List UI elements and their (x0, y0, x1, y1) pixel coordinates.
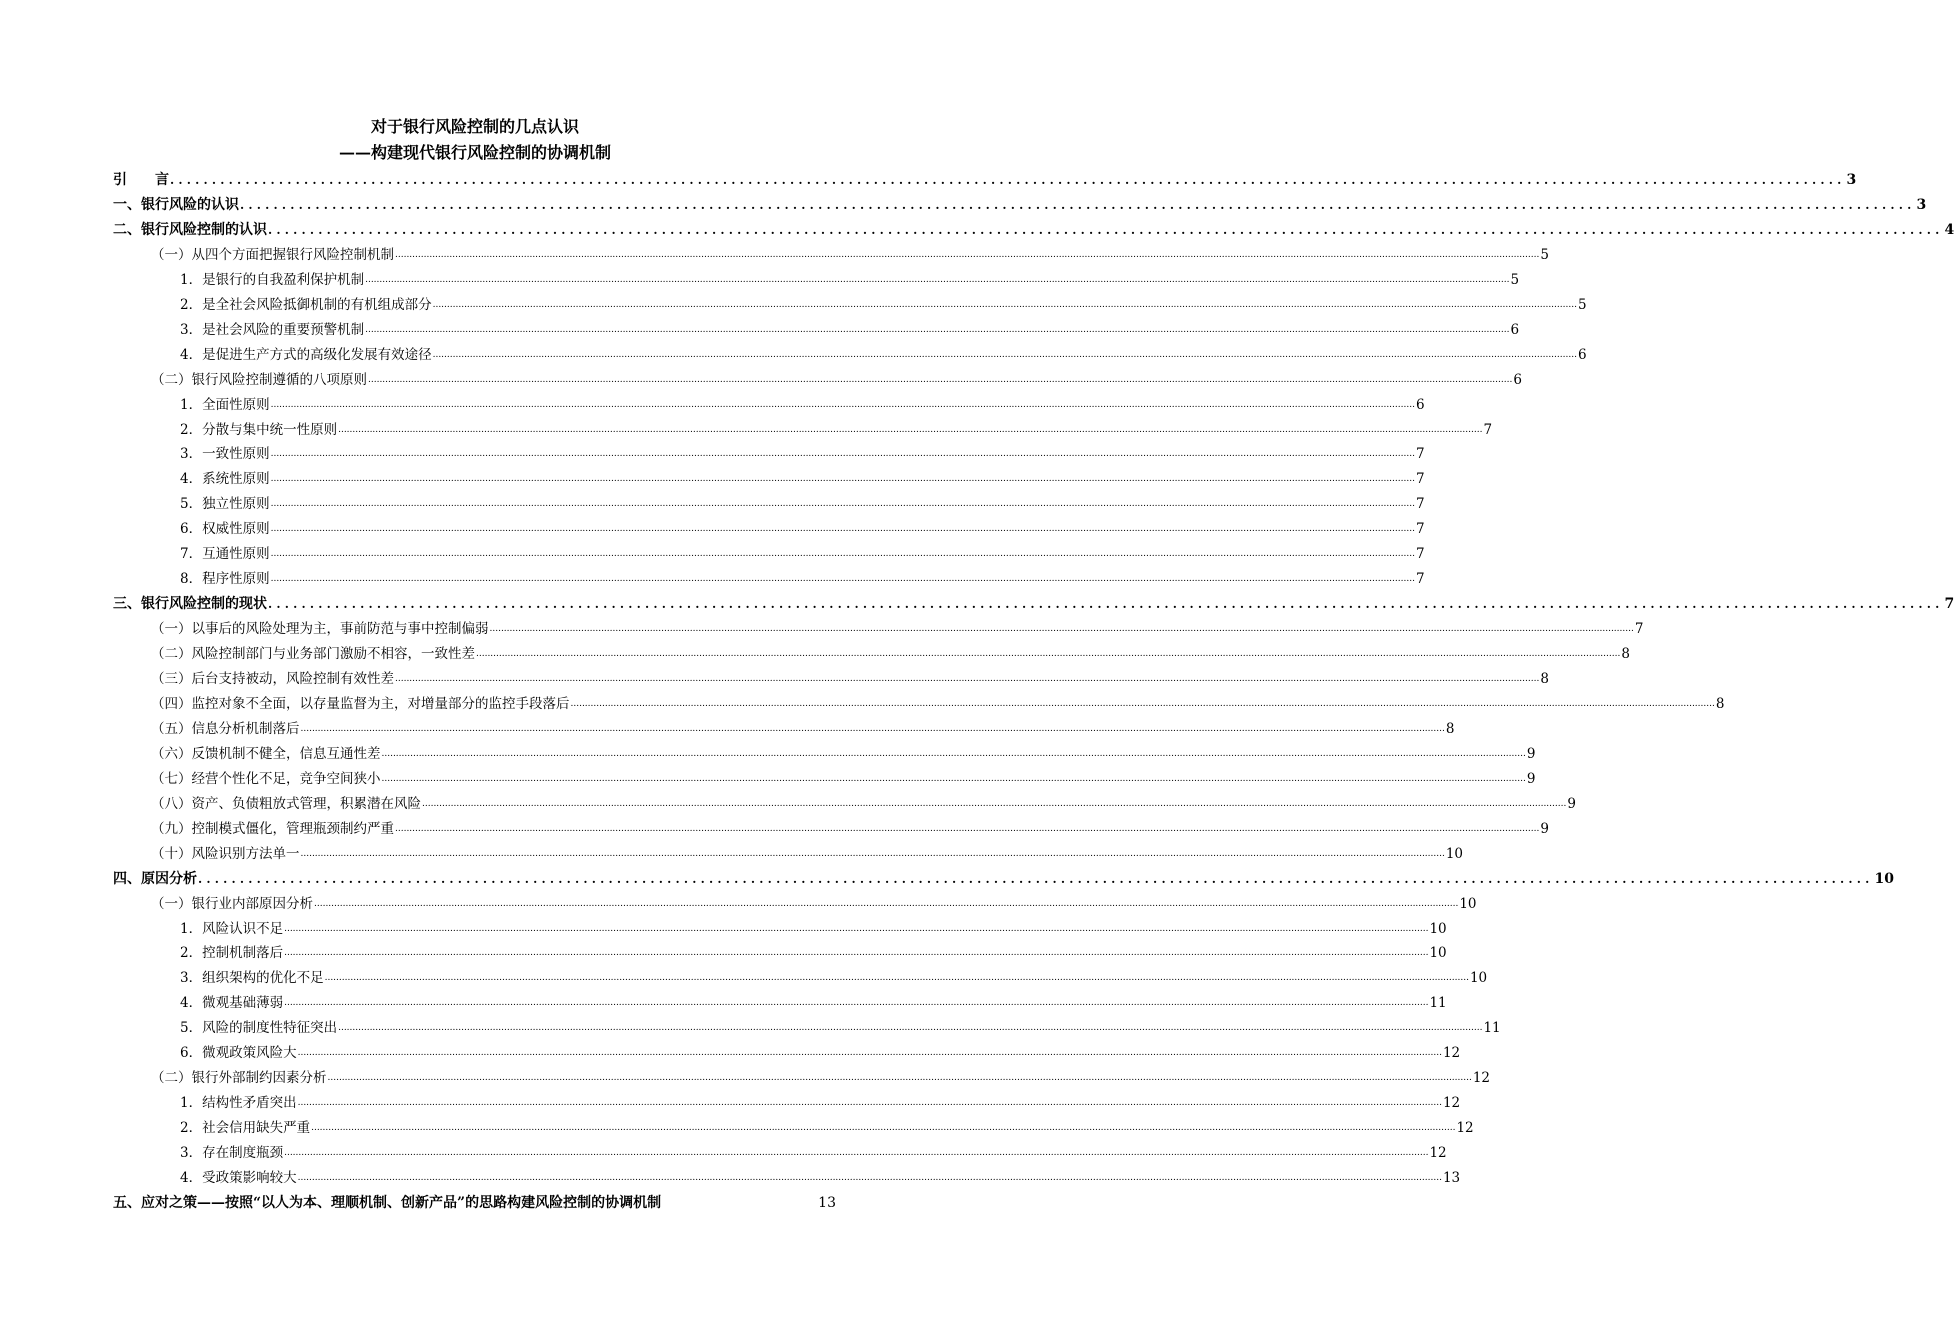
toc-entry-text: 1．是银行的自我盈利保护机制 (180, 271, 365, 288)
toc-entry-text: 三、银行风险控制的现状 (113, 596, 267, 613)
toc-dot-leader: ................................................................................................................................................................................................................................................................................................................................................................................................................ (300, 723, 1445, 734)
document-subtitle: ——构建现代银行风险控制的协调机制 (338, 143, 611, 162)
toc-page-number: 10 (1459, 895, 1477, 912)
toc-page-number: 12 (1442, 1095, 1461, 1112)
toc-entry[interactable] (151, 741, 1536, 763)
toc-dot-leader: ........................................................................................................................................................................................................ (198, 871, 1874, 886)
toc-entry[interactable] (151, 716, 1455, 738)
toc-entry-text: 8．程序性原则 (180, 571, 270, 588)
toc-entry[interactable] (180, 1090, 1461, 1112)
toc-entry[interactable] (180, 491, 1425, 513)
toc-page-number: 3 (1846, 172, 1857, 188)
toc-page-number: 10 (1429, 920, 1447, 937)
toc-entry[interactable] (113, 591, 1954, 613)
toc-entry-text: 5．独立性原则 (180, 496, 270, 513)
toc-dot-leader: ................................................................................................................................................................................................................................................................................................................................................................................................................ (324, 973, 1469, 984)
toc-dot-leader: ................................................................................................................................................................................................................................................................................................................................................................................................................ (284, 923, 1429, 934)
toc-entry[interactable] (180, 441, 1425, 463)
toc-page-number: 7 (1415, 521, 1425, 538)
toc-entry-text: 2．控制机制落后 (180, 945, 284, 962)
toc-dot-leader: ................................................................................................................................................................................................................................................................................................................................................................................................................ (284, 948, 1429, 959)
toc-page-number: 9 (1567, 795, 1576, 812)
toc-entry[interactable] (180, 466, 1425, 488)
toc-entry[interactable] (180, 342, 1587, 364)
toc-entry-text: （三）后台支持被动，风险控制有效性差 (151, 671, 394, 687)
toc-dot-leader: ................................................................................................................................................................................................................................................................................................................................................................................................................ (476, 649, 1621, 660)
toc-dot-leader: ................................................................................................................................................................................................................................................................................................................................................................................................................ (432, 299, 1577, 310)
toc-entry-text: 4．受政策影响较大 (180, 1170, 297, 1186)
toc-entry-text: （九）控制模式僵化，管理瓶颈制约严重 (151, 820, 394, 837)
toc-page-number: 13 (818, 1194, 836, 1211)
toc-entry[interactable] (180, 1115, 1474, 1137)
toc-entry-text: 3．是社会风险的重要预警机制 (180, 321, 365, 338)
toc-entry-text: 4．是促进生产方式的高级化发展有效途径 (180, 346, 432, 363)
toc-page-number: 12 (1429, 1145, 1447, 1162)
toc-dot-leader: ................................................................................................................................................................................................................................................................................................................................................................................................................ (327, 1073, 1472, 1084)
toc-dot-leader: ........................................................................................................................................................................................................ (170, 173, 1846, 187)
toc-page-number: 7 (1944, 596, 1954, 613)
toc-entry-text: （七）经营个性化不足，竞争空间狭小 (151, 770, 381, 787)
toc-page-number: 6 (1510, 321, 1520, 338)
toc-entry[interactable] (180, 990, 1447, 1012)
toc-entry-text: 五、应对之策——按照“以人为本、理顺机制、创新产品”的思路构建风险控制的协调机制 (113, 1194, 662, 1211)
toc-page-number: 13 (1442, 1170, 1461, 1186)
toc-entry-text: 1．风险认识不足 (180, 920, 284, 937)
toc-page-number: 10 (1445, 845, 1464, 862)
toc-page-number: 8 (1445, 720, 1455, 737)
toc-dot-leader: ................................................................................................................................................................................................................................................................................................................................................................................................................ (422, 798, 1567, 809)
toc-entry[interactable] (151, 1065, 1491, 1087)
toc-entry-text: （十）风险识别方法单一 (151, 845, 300, 862)
toc-entry-text: 3．一致性原则 (180, 446, 270, 463)
toc-dot-leader: ................................................................................................................................................................................................................................................................................................................................................................................................................ (311, 1123, 1456, 1134)
toc-page-number: 4 (1944, 221, 1954, 238)
toc-dot-leader: ................................................................................................................................................................................................................................................................................................................................................................................................................ (300, 848, 1445, 859)
toc-entry[interactable] (180, 292, 1587, 314)
toc-page-number: 11 (1483, 1020, 1501, 1037)
toc-entry[interactable] (151, 641, 1630, 663)
toc-entry-text: 4．微观基础薄弱 (180, 995, 284, 1012)
toc-page-number: 7 (1415, 496, 1425, 513)
toc-dot-leader: ................................................................................................................................................................................................................................................................................................................................................................................................................ (297, 1098, 1442, 1109)
toc-entry[interactable] (180, 1165, 1461, 1187)
toc-entry[interactable] (151, 841, 1464, 863)
toc-entry[interactable] (151, 367, 1522, 389)
toc-dot-leader: ................................................................................................................................................................................................................................................................................................................................................................................................................ (395, 674, 1540, 684)
toc-entry-text: 2．分散与集中统一性原则 (180, 421, 338, 438)
toc-page-number: 10 (1469, 970, 1488, 987)
toc-dot-leader: ................................................................................................................................................................................................................................................................................................................................................................................................................ (270, 474, 1415, 485)
toc-entry-text: 3．存在制度瓶颈 (180, 1145, 284, 1162)
toc-entry[interactable] (151, 666, 1549, 688)
toc-page-number: 7 (1483, 421, 1493, 438)
toc-dot-leader: ........................................................................................................................................................................................................ (268, 222, 1944, 237)
toc-entry-text: 6．微观政策风险大 (180, 1045, 297, 1062)
toc-entry-text: （一）银行业内部原因分析 (151, 895, 313, 912)
toc-dot-leader: ................................................................................................................................................................................................................................................................................................................................................................................................................ (368, 374, 1513, 385)
toc-dot-leader: ................................................................................................................................................................................................................................................................................................................................................................................................................ (338, 424, 1483, 435)
toc-entry-text: （二）风险控制部门与业务部门激励不相容，一致性差 (151, 646, 475, 663)
toc-dot-leader: ................................................................................................................................................................................................................................................................................................................................................................................................................ (284, 998, 1429, 1009)
toc-page-number: 9 (1540, 820, 1549, 837)
toc-dot-leader: ................................................................................................................................................................................................................................................................................................................................................................................................................ (297, 1048, 1442, 1059)
toc-dot-leader: ................................................................................................................................................................................................................................................................................................................................................................................................................ (270, 549, 1415, 560)
toc-dot-leader: ................................................................................................................................................................................................................................................................................................................................................................................................................ (395, 249, 1540, 260)
toc-page-number: 3 (1916, 196, 1927, 213)
toc-entry[interactable] (180, 417, 1493, 439)
toc-entry[interactable] (180, 317, 1520, 339)
toc-entry-text: 3．组织架构的优化不足 (180, 970, 324, 987)
toc-entry[interactable] (151, 816, 1549, 838)
toc-page-number: 8 (1621, 646, 1630, 663)
toc-entry-text: 7．互通性原则 (180, 546, 270, 563)
toc-page-number: 5 (1577, 296, 1587, 313)
toc-entry-text: （二）银行外部制约因素分析 (151, 1070, 327, 1087)
toc-entry[interactable] (180, 965, 1488, 987)
toc-entry[interactable] (180, 516, 1425, 538)
toc-entry[interactable] (180, 267, 1520, 289)
toc-entry-text: 二、银行风险控制的认识 (113, 221, 267, 238)
toc-page-number: 12 (1456, 1120, 1474, 1137)
toc-entry[interactable] (151, 791, 1576, 813)
toc-dot-leader: ................................................................................................................................................................................................................................................................................................................................................................................................................ (314, 898, 1459, 909)
toc-entry[interactable] (180, 1015, 1501, 1037)
toc-entry[interactable] (151, 691, 1725, 713)
toc-entry[interactable] (151, 891, 1477, 913)
toc-entry[interactable] (180, 940, 1447, 962)
toc-dot-leader: ................................................................................................................................................................................................................................................................................................................................................................................................................ (270, 574, 1415, 585)
toc-entry-text: 1．全面性原则 (180, 396, 270, 413)
toc-entry-text: 2．社会信用缺失严重 (180, 1120, 311, 1137)
toc-page-number: 11 (1429, 995, 1447, 1012)
toc-dot-leader: ........................................................................................................................................................................................................ (268, 597, 1944, 612)
document-title: 对于银行风险控制的几点认识 (370, 117, 579, 136)
toc-entry[interactable] (180, 392, 1425, 414)
toc-page-number: 9 (1526, 745, 1536, 762)
toc-entry[interactable] (180, 566, 1425, 588)
toc-entry-text: 1．结构性矛盾突出 (180, 1095, 297, 1112)
toc-entry-text: （二）银行风险控制遵循的八项原则 (151, 371, 367, 388)
toc-dot-leader: ................................................................................................................................................................................................................................................................................................................................................................................................................ (270, 399, 1415, 410)
toc-page-number: 10 (1874, 870, 1895, 887)
toc-page-number: 6 (1415, 396, 1425, 413)
toc-page-number: 7 (1634, 621, 1644, 638)
toc-entry[interactable] (180, 541, 1425, 563)
toc-entry-text: 一、银行风险的认识 (113, 196, 239, 213)
toc-page-number: 5 (1540, 246, 1549, 263)
toc-dot-leader: ................................................................................................................................................................................................................................................................................................................................................................................................................ (489, 624, 1634, 635)
toc-dot-leader: ................................................................................................................................................................................................................................................................................................................................................................................................................ (284, 1148, 1429, 1159)
toc-entry[interactable] (151, 766, 1536, 788)
toc-entry[interactable] (113, 217, 1954, 239)
toc-entry[interactable] (113, 1190, 836, 1212)
toc-entry-text: （六）反馈机制不健全，信息互通性差 (151, 745, 381, 762)
toc-entry-text: （四）监控对象不全面，以存量监督为主，对增量部分的监控手段落后 (151, 695, 570, 712)
toc-entry-text: 2．是全社会风险抵御机制的有机组成部分 (180, 296, 432, 313)
toc-entry[interactable] (151, 242, 1549, 264)
toc-page-number: 12 (1442, 1045, 1461, 1062)
toc-dot-leader: ................................................................................................................................................................................................................................................................................................................................................................................................................ (270, 499, 1415, 510)
toc-entry-text: 5．风险的制度性特征突出 (180, 1020, 338, 1037)
toc-entry-text: 4．系统性原则 (180, 471, 270, 488)
toc-dot-leader: ................................................................................................................................................................................................................................................................................................................................................................................................................ (570, 698, 1715, 709)
toc-page-number: 6 (1577, 346, 1587, 363)
toc-entry-text: 6．权威性原则 (180, 521, 270, 538)
toc-page-number: 8 (1540, 671, 1549, 687)
toc-dot-leader: ................................................................................................................................................................................................................................................................................................................................................................................................................ (395, 823, 1540, 834)
toc-entry-text: （八）资产、负债粗放式管理，积累潜在风险 (151, 795, 421, 812)
toc-page-number: 6 (1513, 371, 1522, 388)
toc-entry-text: （五）信息分析机制落后 (151, 720, 300, 737)
toc-page-number: 10 (1429, 945, 1447, 962)
toc-entry[interactable] (151, 616, 1644, 638)
toc-page-number: 7 (1415, 571, 1425, 588)
toc-dot-leader: ................................................................................................................................................................................................................................................................................................................................................................................................................ (432, 349, 1577, 360)
toc-entry[interactable] (180, 916, 1447, 938)
toc-entry[interactable] (113, 866, 1895, 888)
toc-dot-leader: ................................................................................................................................................................................................................................................................................................................................................................................................................ (338, 1023, 1483, 1034)
toc-page-number: 8 (1715, 695, 1725, 712)
toc-entry[interactable] (113, 167, 1857, 189)
toc-dot-leader: ................................................................................................................................................................................................................................................................................................................................................................................................................ (381, 773, 1526, 784)
toc-page-number: 7 (1415, 471, 1425, 488)
toc-page-number: 9 (1526, 770, 1536, 787)
toc-entry[interactable] (180, 1040, 1461, 1062)
toc-page-number: 7 (1415, 546, 1425, 563)
toc-entry[interactable] (180, 1140, 1447, 1162)
toc-entry-text: （一）从四个方面把握银行风险控制机制 (151, 246, 394, 263)
toc-entry-text: 引 言 (113, 172, 169, 188)
toc-dot-leader: ................................................................................................................................................................................................................................................................................................................................................................................................................ (297, 1173, 1442, 1183)
toc-dot-leader: ................................................................................................................................................................................................................................................................................................................................................................................................................ (365, 274, 1510, 285)
toc-page-number: 7 (1415, 446, 1425, 463)
toc-page-number: 5 (1510, 271, 1520, 288)
toc-dot-leader: ................................................................................................................................................................................................................................................................................................................................................................................................................ (381, 748, 1526, 759)
toc-entry[interactable] (113, 192, 1927, 214)
toc-dot-leader: ................................................................................................................................................................................................................................................................................................................................................................................................................ (270, 524, 1415, 535)
toc-page-number: 12 (1472, 1070, 1491, 1087)
toc-dot-leader: ................................................................................................................................................................................................................................................................................................................................................................................................................ (270, 449, 1415, 460)
toc-dot-leader: ........................................................................................................................................................................................................ (240, 197, 1916, 212)
toc-dot-leader: ................................................................................................................................................................................................................................................................................................................................................................................................................ (365, 324, 1510, 335)
toc-entry-text: 四、原因分析 (113, 870, 197, 887)
toc-entry-text: （一）以事后的风险处理为主，事前防范与事中控制偏弱 (151, 621, 489, 638)
